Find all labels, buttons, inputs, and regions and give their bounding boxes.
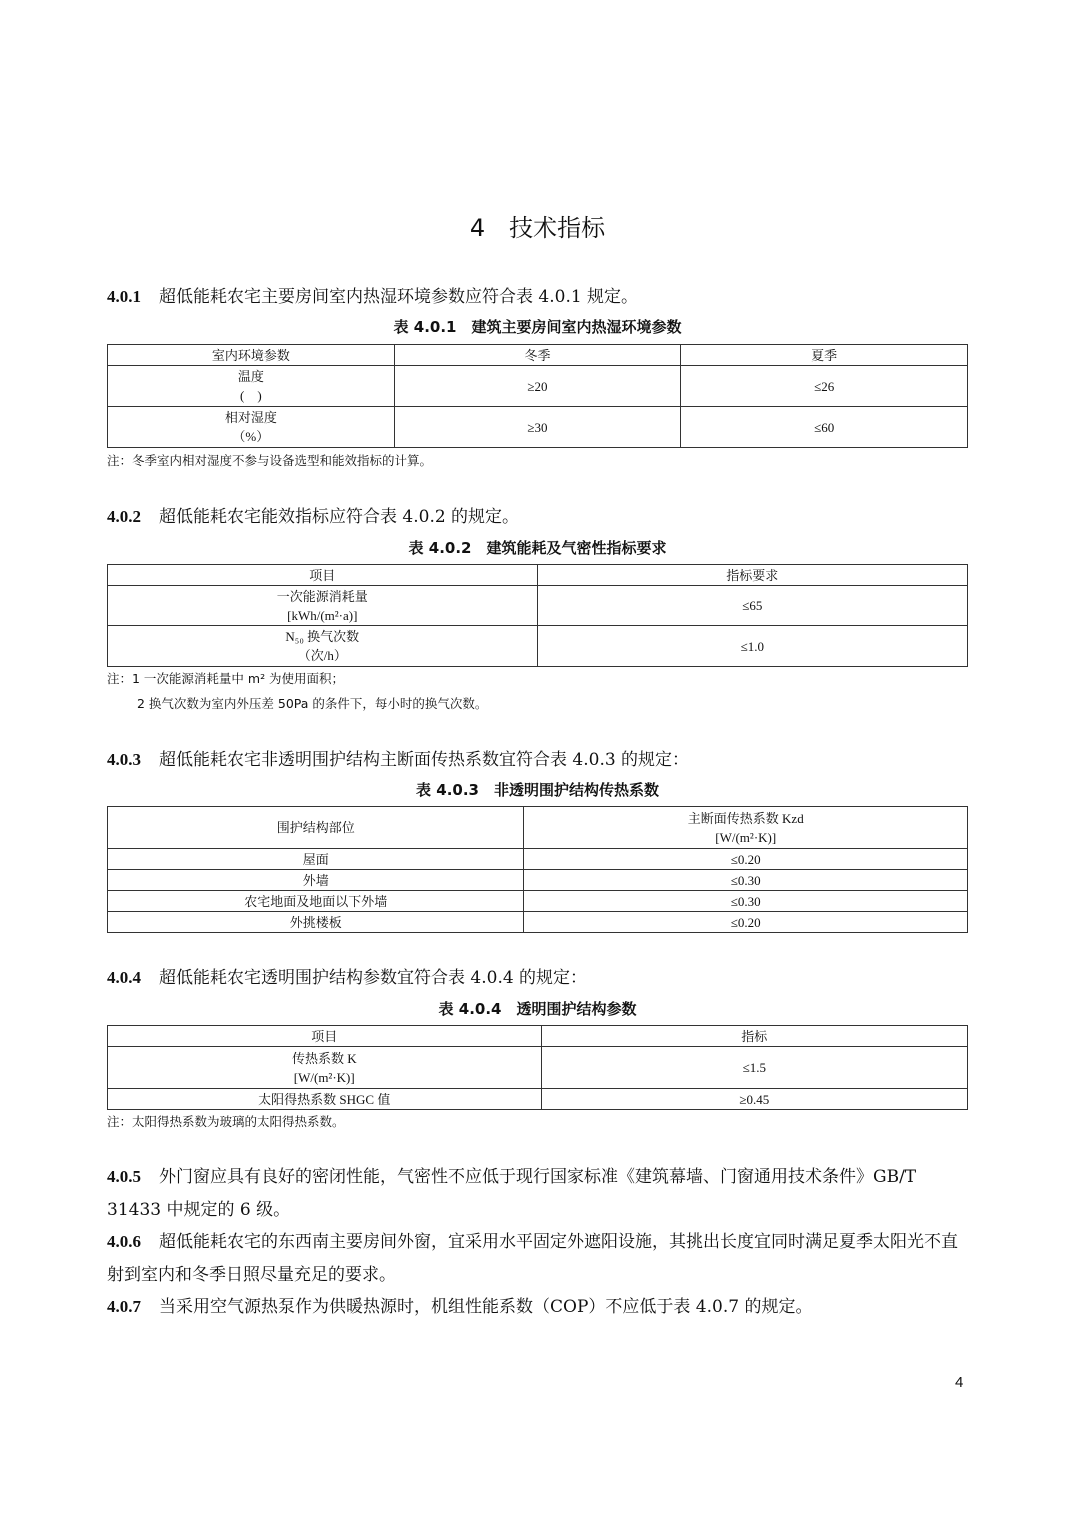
header-unit: [W/(m²·K)] [715, 829, 777, 845]
param-unit: ( ) [240, 388, 262, 403]
table-row [108, 870, 968, 891]
item-value: ≤65 [537, 586, 967, 626]
clause-text: 超低能耗农宅能效指标应符合表 4.0.2 的规定。 [159, 507, 520, 527]
table-note: 注：冬季室内相对湿度不参与设备选型和能效指标的计算。 [107, 453, 433, 468]
item-name: N₅₀ 换气次数 [285, 629, 360, 644]
part-value: ≤0.30 [524, 870, 968, 891]
param-name: 温度 [237, 369, 264, 384]
clause-4-0-4 [107, 961, 969, 995]
part-name: 屋面 [108, 849, 524, 870]
chapter-title: 4 技术指标 [469, 214, 606, 242]
table-note: 注：太阳得热系数为玻璃的太阳得热系数。 [107, 1114, 345, 1129]
clause-4-0-5 [107, 1160, 969, 1227]
summer-value: ≤60 [681, 407, 968, 448]
clause-number: 4.0.6 [107, 1232, 141, 1251]
table-row [108, 626, 968, 667]
table-row [108, 366, 968, 407]
table-row [108, 912, 968, 933]
item-value: ≤1.5 [541, 1047, 967, 1089]
header-cell: 项目 [108, 565, 538, 586]
clause-number: 4.0.1 [107, 287, 141, 306]
part-value: ≤0.30 [524, 891, 968, 912]
clause-number: 4.0.5 [107, 1167, 141, 1186]
clause-text: 超低能耗农宅非透明围护结构主断面传热系数宜符合表 4.0.3 的规定： [159, 750, 690, 770]
clause-text: 超低能耗农宅透明围护结构参数宜符合表 4.0.4 的规定： [159, 968, 588, 988]
item-value: ≥0.45 [541, 1089, 967, 1110]
table-note: 2 换气次数为室内外压差 50Pa 的条件下，每小时的换气次数。 [137, 696, 488, 711]
table-row [108, 891, 968, 912]
table-row [108, 586, 968, 626]
clause-4-0-6 [107, 1225, 969, 1292]
clause-text: 当采用空气源热泵作为供暖热源时，机组性能系数（COP）不应低于表 4.0.7 的规定。 [159, 1297, 813, 1317]
table-caption: 表 4.0.4 透明围护结构参数 [438, 1000, 637, 1018]
summer-value: ≤26 [681, 366, 968, 407]
table-row [108, 1089, 968, 1110]
item-name: 太阳得热系数 SHGC 值 [108, 1089, 542, 1110]
header-cell: 夏季 [681, 345, 968, 366]
clause-number: 4.0.3 [107, 750, 141, 769]
header-cell: 围护结构部位 [108, 807, 524, 849]
table-4-0-3 [107, 806, 968, 933]
item-value: ≤1.0 [537, 626, 967, 667]
param-unit: （%） [232, 429, 270, 444]
item-unit: [kWh/(m²·a)] [287, 607, 358, 623]
header-cell: 指标 [541, 1026, 967, 1047]
clause-number: 4.0.7 [107, 1297, 141, 1316]
part-value: ≤0.20 [524, 912, 968, 933]
table-caption: 表 4.0.2 建筑能耗及气密性指标要求 [408, 539, 667, 557]
clause-4-0-2 [107, 500, 969, 534]
clause-4-0-3 [107, 743, 969, 777]
table-row [108, 1047, 968, 1089]
table-row [108, 849, 968, 870]
part-name: 农宅地面及地面以下外墙 [108, 891, 524, 912]
part-name: 外挑楼板 [108, 912, 524, 933]
table-row [108, 407, 968, 448]
clause-number: 4.0.2 [107, 507, 141, 526]
header-cell: 项目 [108, 1026, 542, 1047]
winter-value: ≥20 [394, 366, 681, 407]
table-caption: 表 4.0.3 非透明围护结构传热系数 [416, 781, 659, 799]
item-unit: [W/(m²·K)] [293, 1069, 355, 1085]
table-4-0-4 [107, 1025, 968, 1110]
page-number: 4 [955, 1374, 964, 1391]
header-cell: 室内环境参数 [108, 345, 395, 366]
clause-text: 超低能耗农宅主要房间室内热湿环境参数应符合表 4.0.1 规定。 [159, 287, 639, 307]
header-cell: 冬季 [394, 345, 681, 366]
header-cell: 指标要求 [537, 565, 967, 586]
param-name: 相对湿度 [224, 410, 277, 425]
item-name: 一次能源消耗量 [276, 588, 368, 604]
table-4-0-1 [107, 344, 968, 448]
clause-4-0-7 [107, 1290, 969, 1324]
item-name: 传热系数 K [291, 1050, 357, 1066]
clause-text: 超低能耗农宅的东西南主要房间外窗，宜采用水平固定外遮阳设施，其挑出长度宜同时满足夏季太阳光不直射到室内和冬季日照尽量充足的要求。 [107, 1232, 958, 1285]
part-name: 外墙 [108, 870, 524, 891]
clause-text: 外门窗应具有良好的密闭性能，气密性不应低于现行国家标准《建筑幕墙、门窗通用技术条件》GB/T 31433 中规定的 6 级。 [107, 1167, 917, 1220]
item-unit: （次/h） [297, 648, 347, 663]
winter-value: ≥30 [394, 407, 681, 448]
clause-4-0-1 [107, 280, 969, 314]
table-note: 注：1 一次能源消耗量中 m² 为使用面积； [107, 671, 345, 686]
header-cell: 主断面传热系数 Kzd [687, 810, 804, 826]
clause-number: 4.0.4 [107, 968, 141, 987]
part-value: ≤0.20 [524, 849, 968, 870]
table-4-0-2 [107, 564, 968, 667]
table-caption: 表 4.0.1 建筑主要房间室内热湿环境参数 [393, 318, 682, 336]
